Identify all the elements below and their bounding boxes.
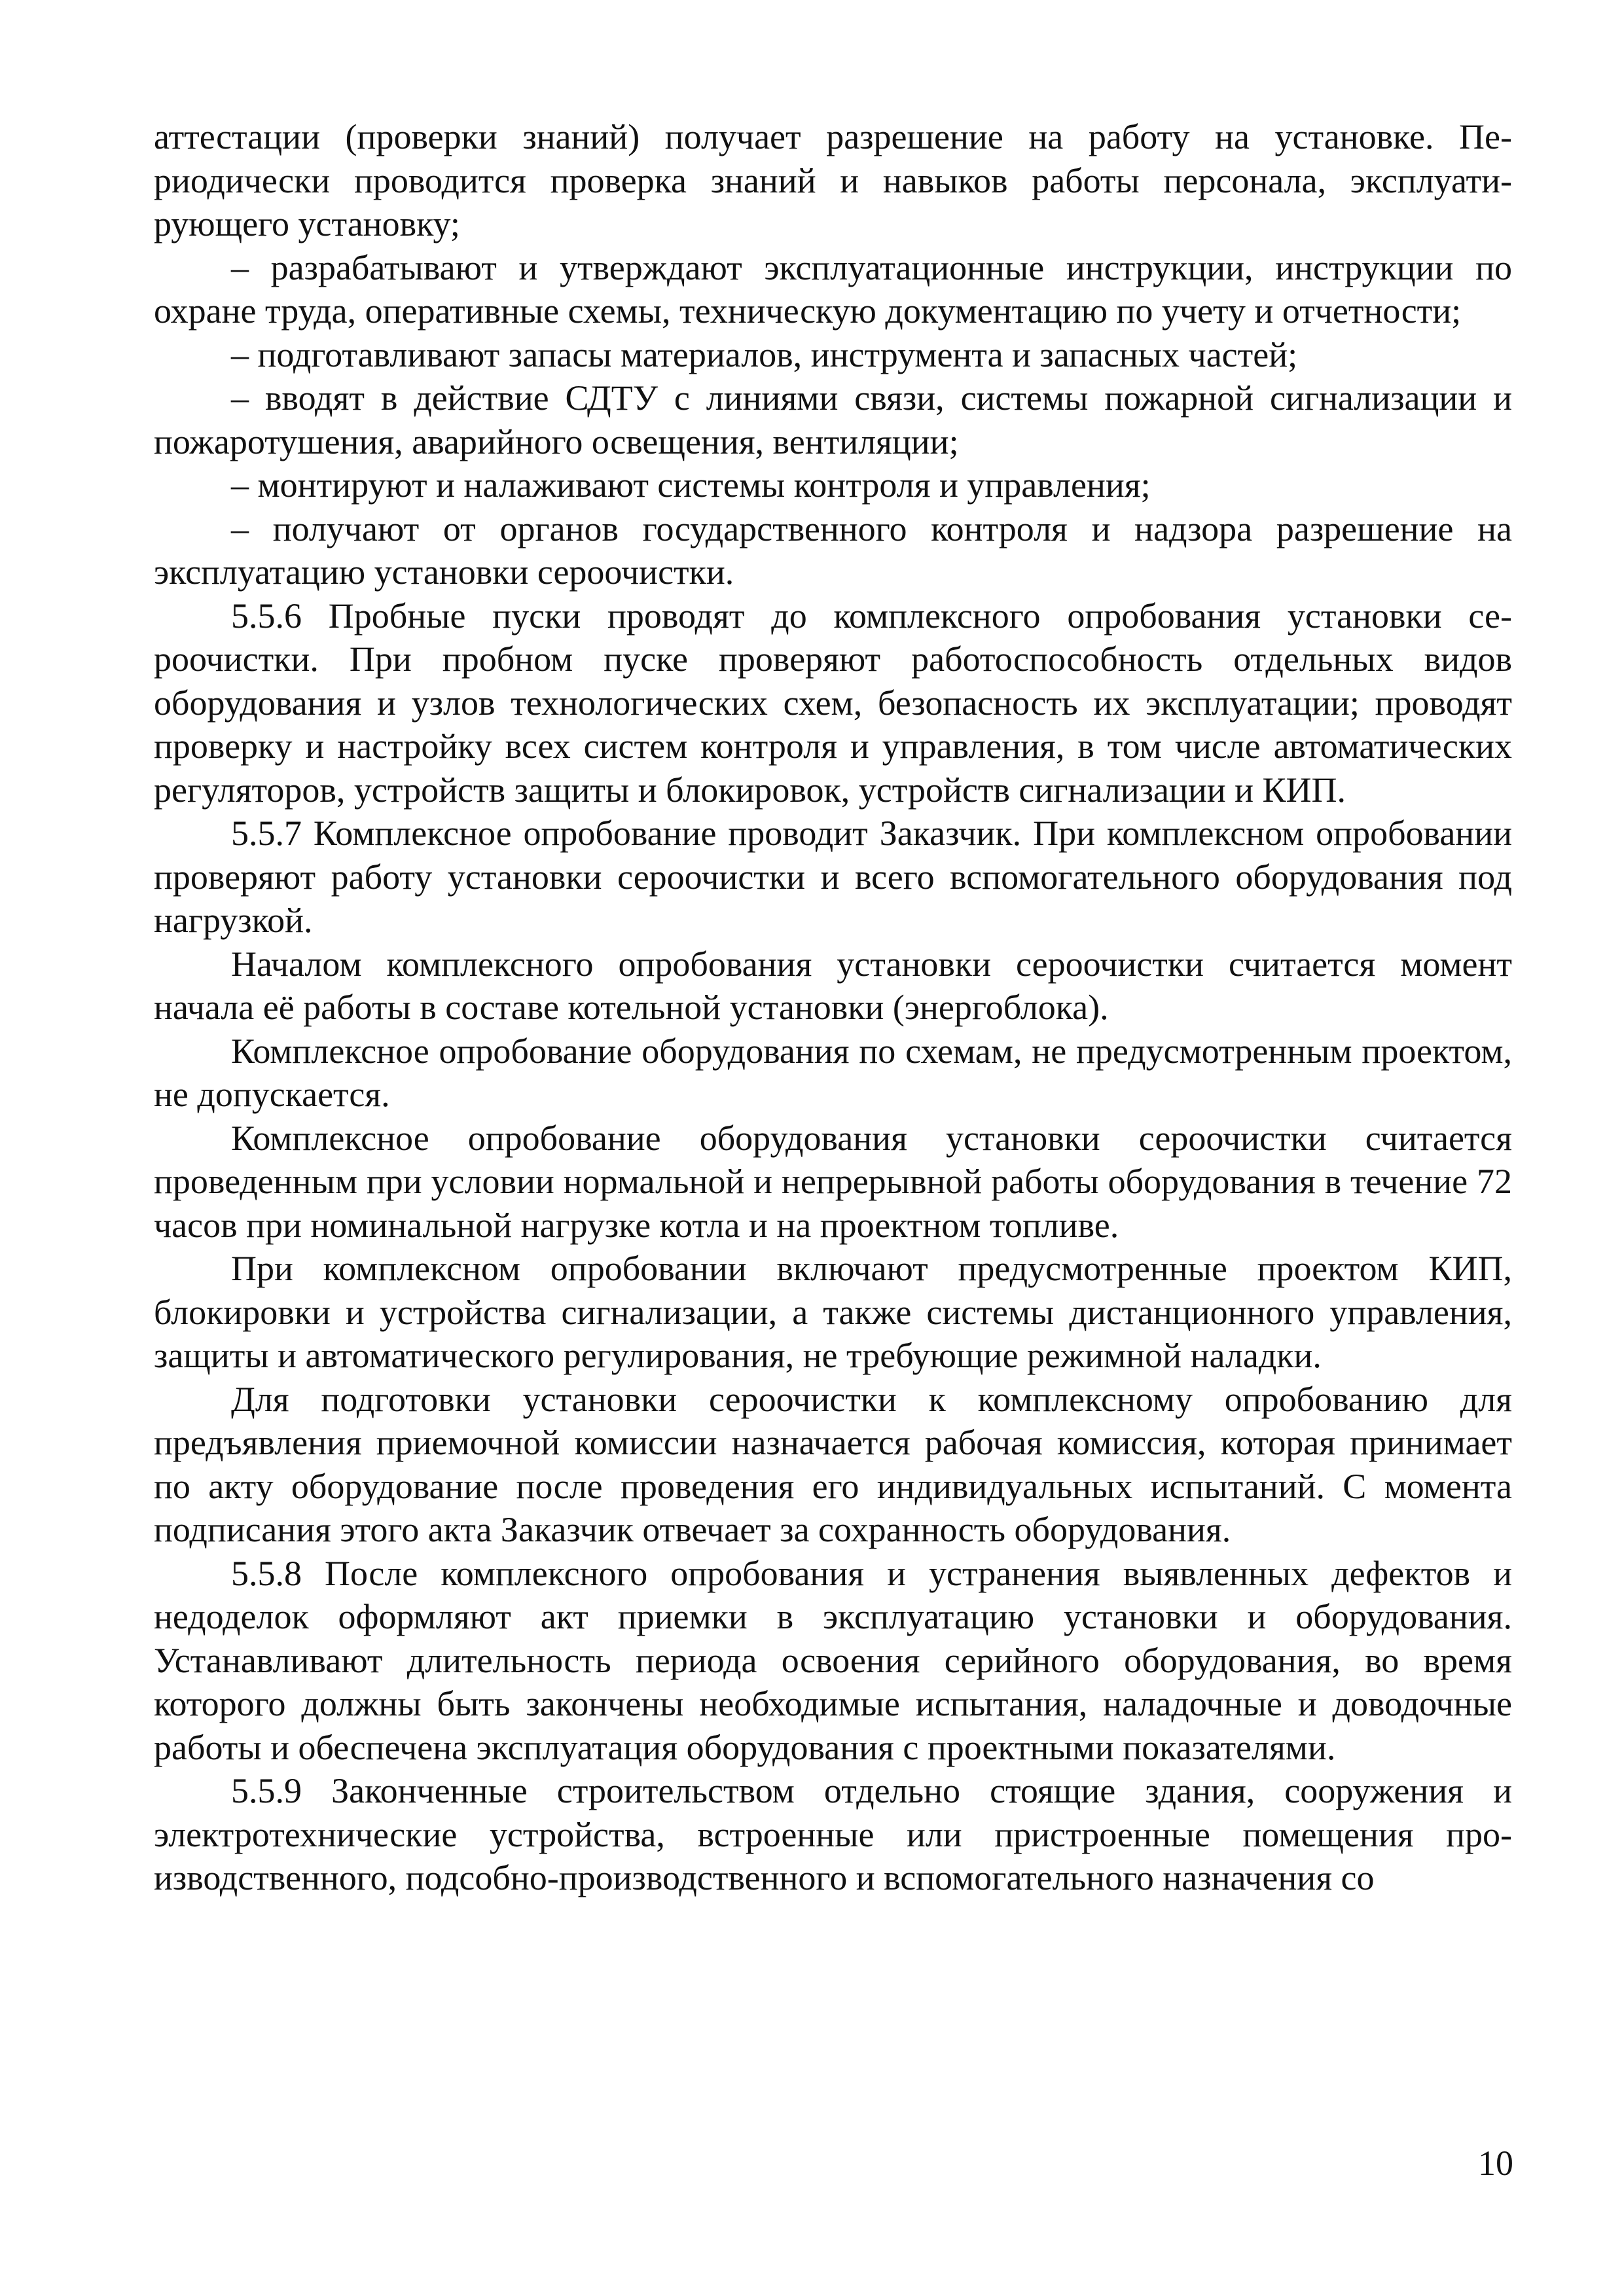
page-content <box>154 115 1512 2210</box>
section-5-5-9: 5.5.9 Законченные строительством отдельно стоящие здания, сооружения и электротехнические устройства, встроенные или пристроенные помещения производственного, подсобно-производственного и вспомогательного назначения со <box>154 1771 1512 1897</box>
paragraph-working-commission: Для подготовки установки сероочистки к комплексному опробованию для предъявления приемочной комиссии назначается рабочая комиссия, которая принимает по акту оборудование после проведения его индивидуальных испытаний. С момента подписания этого акта Заказчик отвечает за сохранность оборудования. <box>154 1379 1512 1549</box>
section-5-5-7: 5.5.7 Комплексное опробование проводит Заказчик. При комплексном опробовании проверяют работу установки сероочистки и всего вспомогательного оборудования под нагрузкой. <box>154 814 1512 940</box>
page-number: 10 <box>1478 2144 1513 2183</box>
paragraph-start-of-testing: Началом комплексного опробования установки сероочистки считается момент начала её работы в составе котельной установки (энергоблока). <box>154 944 1512 1027</box>
list-item-permit: – получают от органов государственного контроля и надзора разрешение на эксплуатацию установки сероочистки. <box>154 509 1512 592</box>
paragraph-72-hours: Комплексное опробование оборудования установки сероочистки считается проведенным при условии нормальной и непрерывной работы оборудования в течение 72 часов при номинальной нагрузке котла и на проектном топливе. <box>154 1118 1512 1245</box>
body-text <box>154 115 1512 1900</box>
list-item-instructions: – разрабатывают и утверждают эксплуатационные инструкции, инструкции по охране труда, оперативные схемы, техническую документацию по учету и отчетности; <box>154 247 1512 331</box>
list-item-sdtu: – вводят в действие СДТУ с линиями связи, системы пожарной сигнализации и пожаротушения, аварийного освещения, вентиляции; <box>154 378 1512 461</box>
section-5-5-6: 5.5.6 Пробные пуски проводят до комплексного опробования установки сероочистки. При пробном пуске проверяют работоспособность отдельных видов оборудования и узлов технологических схем, безопасность их эксплуатации; проводят проверку и настройку всех систем контроля и управления, в том числе автоматических регуляторов, устройств защиты и блокировок, устройств сигнализации и КИП. <box>154 596 1512 810</box>
paragraph-kip: При комплексном опробовании включают предусмотренные проектом КИП, блокировки и устройства сигнализации, а также системы дистанционного управления, защиты и автоматического регулирования, не требующие режимной наладки. <box>154 1249 1512 1375</box>
section-5-5-8: 5.5.8 После комплексного опробования и устранения выявленных дефектов и недоделок оформляют акт приемки в эксплуатацию установки и оборудования. Устанавливают длительность периода освоения серийного оборудования, во время которого должны быть закончены необходимые испытания, наладочные и доводочные работы и обеспечена эксплуатация оборудования с проектными показателями. <box>154 1553 1512 1767</box>
paragraph-not-allowed: Комплексное опробование оборудования по схемам, не предусмотренным проектом, не допускается. <box>154 1031 1512 1114</box>
list-item-materials: – подготавливают запасы материалов, инструмента и запасных частей; <box>231 334 1298 374</box>
list-item-control-systems: – монтируют и налаживают системы контроля и управления; <box>231 465 1151 505</box>
paragraph-continuation: аттестации (проверки знаний) получает разрешение на работу на установке. Периодически проводится проверка знаний и навыков работы персонала, эксплуатирующего установку; <box>154 117 1512 243</box>
